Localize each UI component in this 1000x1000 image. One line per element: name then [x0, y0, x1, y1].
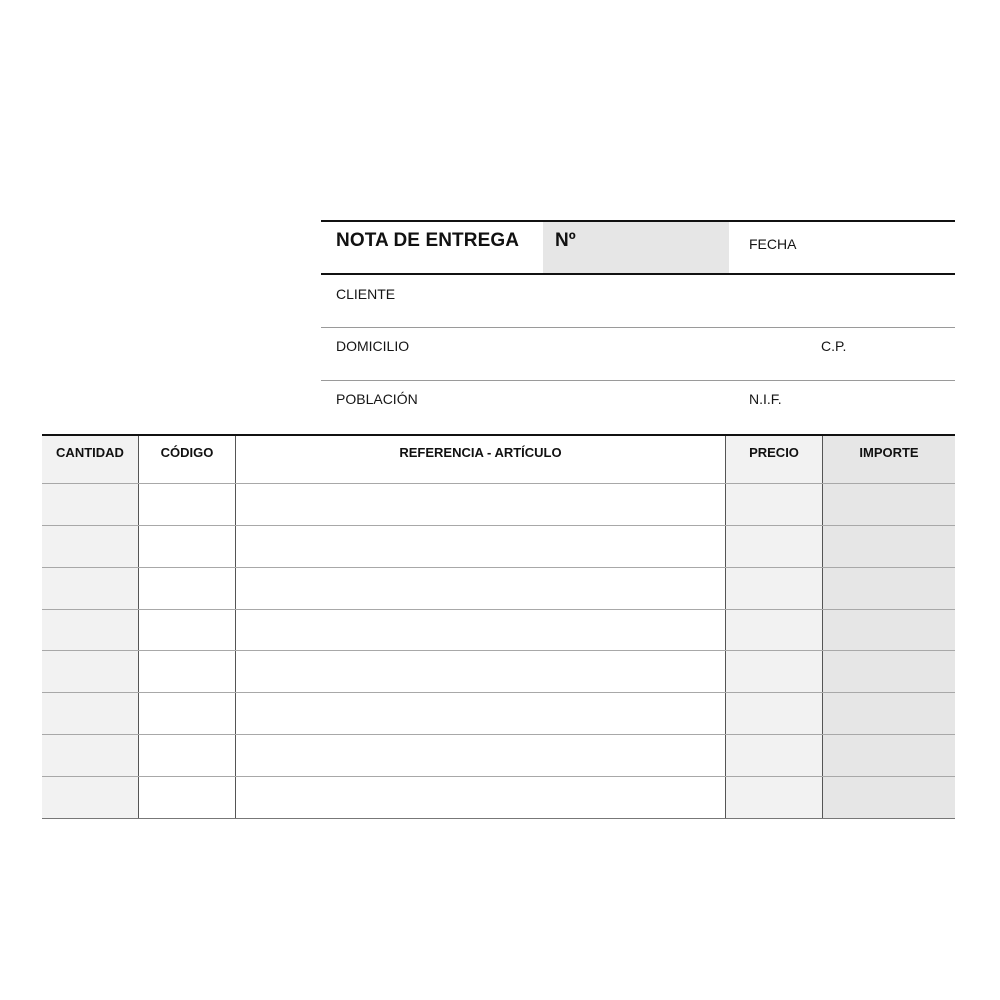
address-field[interactable] [421, 328, 811, 380]
table-bottom-rule [42, 818, 955, 819]
column-header-amount: IMPORTE [859, 445, 919, 460]
table-row[interactable] [42, 610, 955, 651]
table-row[interactable] [42, 735, 955, 776]
column-header-code: CÓDIGO [160, 445, 214, 460]
client-label: CLIENTE [336, 286, 396, 302]
city-label: POBLACIÓN [336, 391, 418, 407]
tax-id-field[interactable] [791, 381, 955, 434]
table-row[interactable] [42, 526, 955, 567]
table-row[interactable] [42, 693, 955, 734]
table-row[interactable] [42, 651, 955, 692]
table-row[interactable] [42, 484, 955, 525]
date-field[interactable] [729, 222, 955, 273]
column-header-quantity: CANTIDAD [56, 445, 124, 460]
table-top-rule [42, 434, 955, 436]
address-label: DOMICILIO [336, 338, 410, 354]
delivery-note-header [321, 220, 955, 434]
number-label: Nº [555, 230, 576, 251]
client-field[interactable] [411, 275, 955, 327]
document-title: NOTA DE ENTREGA [336, 230, 520, 251]
city-field[interactable] [426, 381, 736, 434]
table-row[interactable] [42, 568, 955, 609]
items-table [42, 434, 955, 819]
tax-id-label: N.I.F. [749, 391, 782, 407]
postal-code-label: C.P. [821, 338, 847, 354]
column-header-reference: REFERENCIA - ARTÍCULO [399, 445, 562, 460]
table-row[interactable] [42, 777, 955, 818]
postal-code-field[interactable] [857, 328, 955, 380]
date-label: FECHA [749, 236, 797, 252]
column-header-price: PRECIO [749, 445, 799, 460]
